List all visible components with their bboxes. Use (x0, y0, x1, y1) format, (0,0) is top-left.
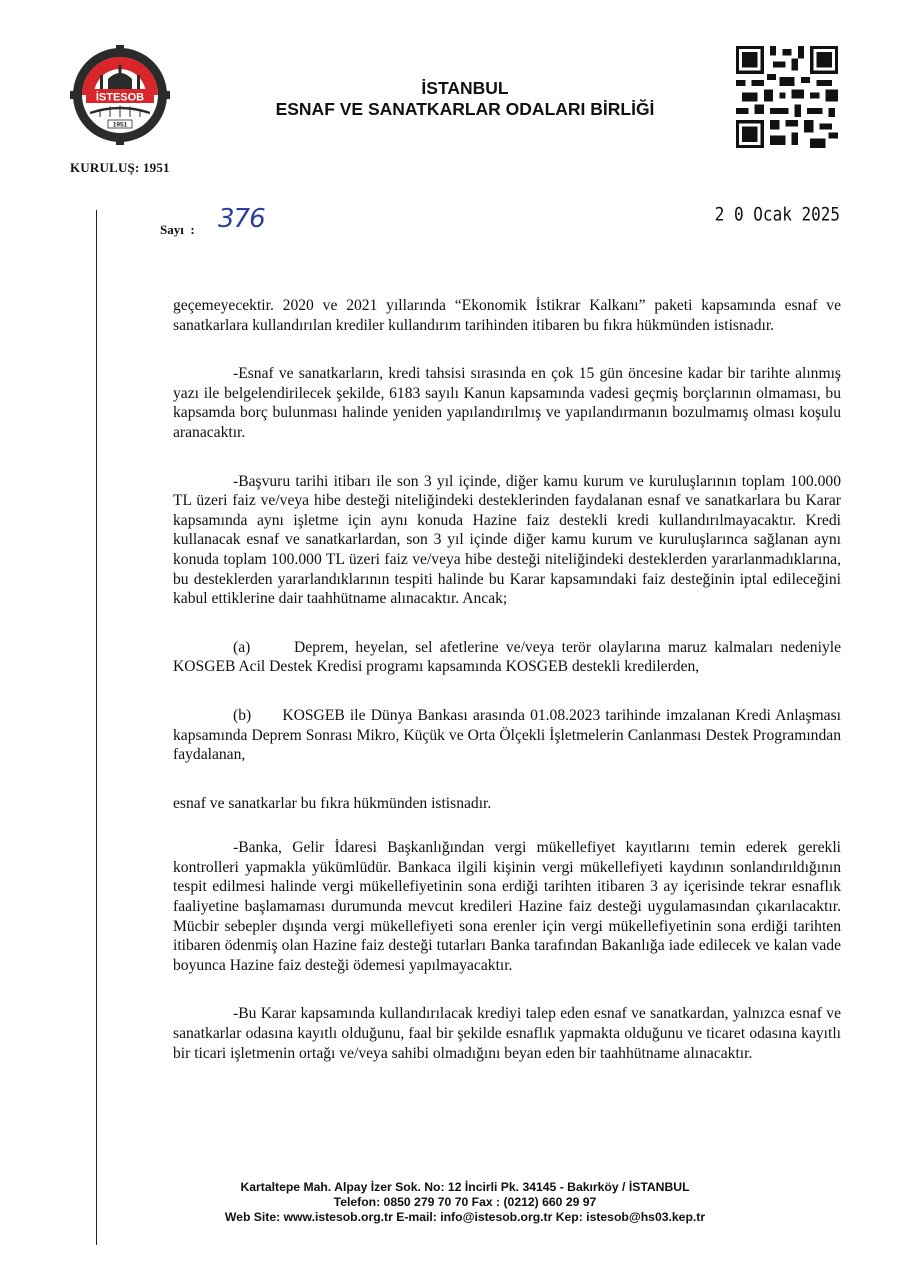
document-body (173, 296, 841, 1063)
paragraph-3: -Başvuru tarihi itibarı ile son 3 yıl içinde, diğer kamu kurum ve kuruluşlarının toplam 100.000 TL üzeri faiz ve/veya hibe desteği niteliğindeki desteklerinden faydalanan esnaf ve sanatkarlara bu Karar kapsamında aynı işletme için aynı konuda Hazine faiz destekli kredi kullandırılmayacaktır. Kredi kullanacak esnaf ve sanatkarlardan, son 3 yıl içinde diğer kamu kurum ve kuruluşlarınca sağlanan aynı konuda toplam 100.000 TL üzeri faiz ve/veya hibe desteği niteliğindeki desteklerden yararlanmadıklarına, bu desteklerden yararlandıklarının tespiti halinde bu Karar kapsamındaki faiz desteğinin iptal edileceğini kabul ettiklerine dair taahhütname alınacaktır. Ancak; (173, 472, 841, 608)
footer-web: Web Site: www.istesob.org.tr E-mail: info@istesob.org.tr Kep: istesob@hs03.kep.tr (224, 1210, 706, 1224)
document-date-stamp: 2 0 Ocak 2025 (714, 203, 840, 225)
org-name: ESNAF VE SANATKARLAR ODALARI BİRLİĞİ (275, 99, 655, 119)
sayi-label: Sayı (160, 222, 184, 237)
svg-text:İSTESOB: İSTESOB (95, 91, 145, 104)
footer-phone: Telefon: 0850 279 70 70 Fax : (0212) 660 29 97 (333, 1195, 597, 1209)
item-b-label: (b) (233, 706, 252, 724)
qr-code (736, 46, 838, 148)
margin-line (96, 210, 97, 1245)
founded-label: KURULUŞ: 1951 (70, 160, 170, 175)
paragraph-1: geçemeyecektir. 2020 ve 2021 yıllarında “Ekonomik İstikrar Kalkanı” paketi kapsamında esnaf ve sanatkarlara kullandırılan krediler kullandırım tarihinden itibaren bu fıkra hükmünden istisnadır. (173, 297, 841, 334)
paragraph-4: esnaf ve sanatkarlar bu fıkra hükmünden istisnadır. (173, 794, 492, 812)
sayi-colon: : (190, 222, 195, 237)
item-b-text: KOSGEB ile Dünya Bankası arasında 01.08.2023 tarihinde imzalanan Kredi Anlaşması kapsamında Deprem Sonrası Mikro, Küçük ve Orta Ölçekli İşletmelerin Canlanması Destek Programından faydalanan, (173, 706, 841, 764)
paragraph-2: -Esnaf ve sanatkarların, kredi tahsisi sırasında en çok 15 gün öncesine kadar bir tarihte alınmış yazı ile belgelendirilecek şekilde, 6183 sayılı Kanun kapsamında vadesi geçmiş borçlarının olmaması, bu kapsamda borç bulunması halinde yeniden yapılandırılmış ve yapılandırmanın bozulmamış olması koşulu aranacaktır. (173, 365, 841, 441)
paragraph-6: -Bu Karar kapsamında kullandırılacak krediyi talep eden esnaf ve sanatkardan, yalnızca esnaf ve sanatkarlar odasına kayıtlı olduğunu, faal bir şekilde esnaflık yapmakta olduğunu ve ticaret odasına kayıtlı bir ticari işletmenin ortağı ve/veya sahibi olmadığını beyan eden bir taahhütname alınacaktır. (173, 1005, 841, 1062)
item-a-text: Deprem, heyelan, sel afetlerine ve/veya terör olaylarına maruz kalmaları nedeniyle KOSGEB Acil Destek Kredisi programı kapsamında KOSGEB destekli kredilerden, (173, 638, 841, 676)
svg-text:1951: 1951 (112, 121, 128, 129)
footer-address: Kartaltepe Mah. Alpay İzer Sok. No: 12 İncirli Pk. 34145 - Bakırköy / İSTANBUL (240, 1180, 690, 1194)
paragraph-5: -Banka, Gelir İdaresi Başkanlığından vergi mükellefiyet kayıtlarını temin ederek gerekli kontrolleri yapmakla yükümlüdür. Bankaca ilgili kişinin vergi mükellefiyeti kaydının sonlandırıldığının tespit edilmesi halinde vergi mükellefiyetinin sona erdiği tarihten itibaren 3 ay içerisinde tekrar esnaflık faaliyetine başlamaması durumunda mevcut kredileri Hazine faiz desteği uygulamasından çıkarılacaktır. Mücbir sebepler dışında vergi mükellefiyeti sona erenler için vergi mükellefiyetinin sona erdiği tarihten itibaren ödenmiş olan Hazine faiz desteği tutarları Banka tarafından Bakanlığa iade edilecek ve kalan vade boyunca Hazine faiz desteği ödemesi yapılmayacaktır. (173, 839, 841, 974)
item-a-label: (a) (233, 638, 251, 656)
footer-contact (160, 1180, 770, 1225)
organization-title (200, 78, 730, 120)
list-item-b (173, 706, 841, 765)
org-city: İSTANBUL (421, 78, 509, 98)
reference-number-handwritten: 376 (218, 204, 265, 234)
istesob-logo (70, 45, 170, 145)
reference-label (160, 222, 195, 238)
list-item-a (173, 638, 841, 677)
